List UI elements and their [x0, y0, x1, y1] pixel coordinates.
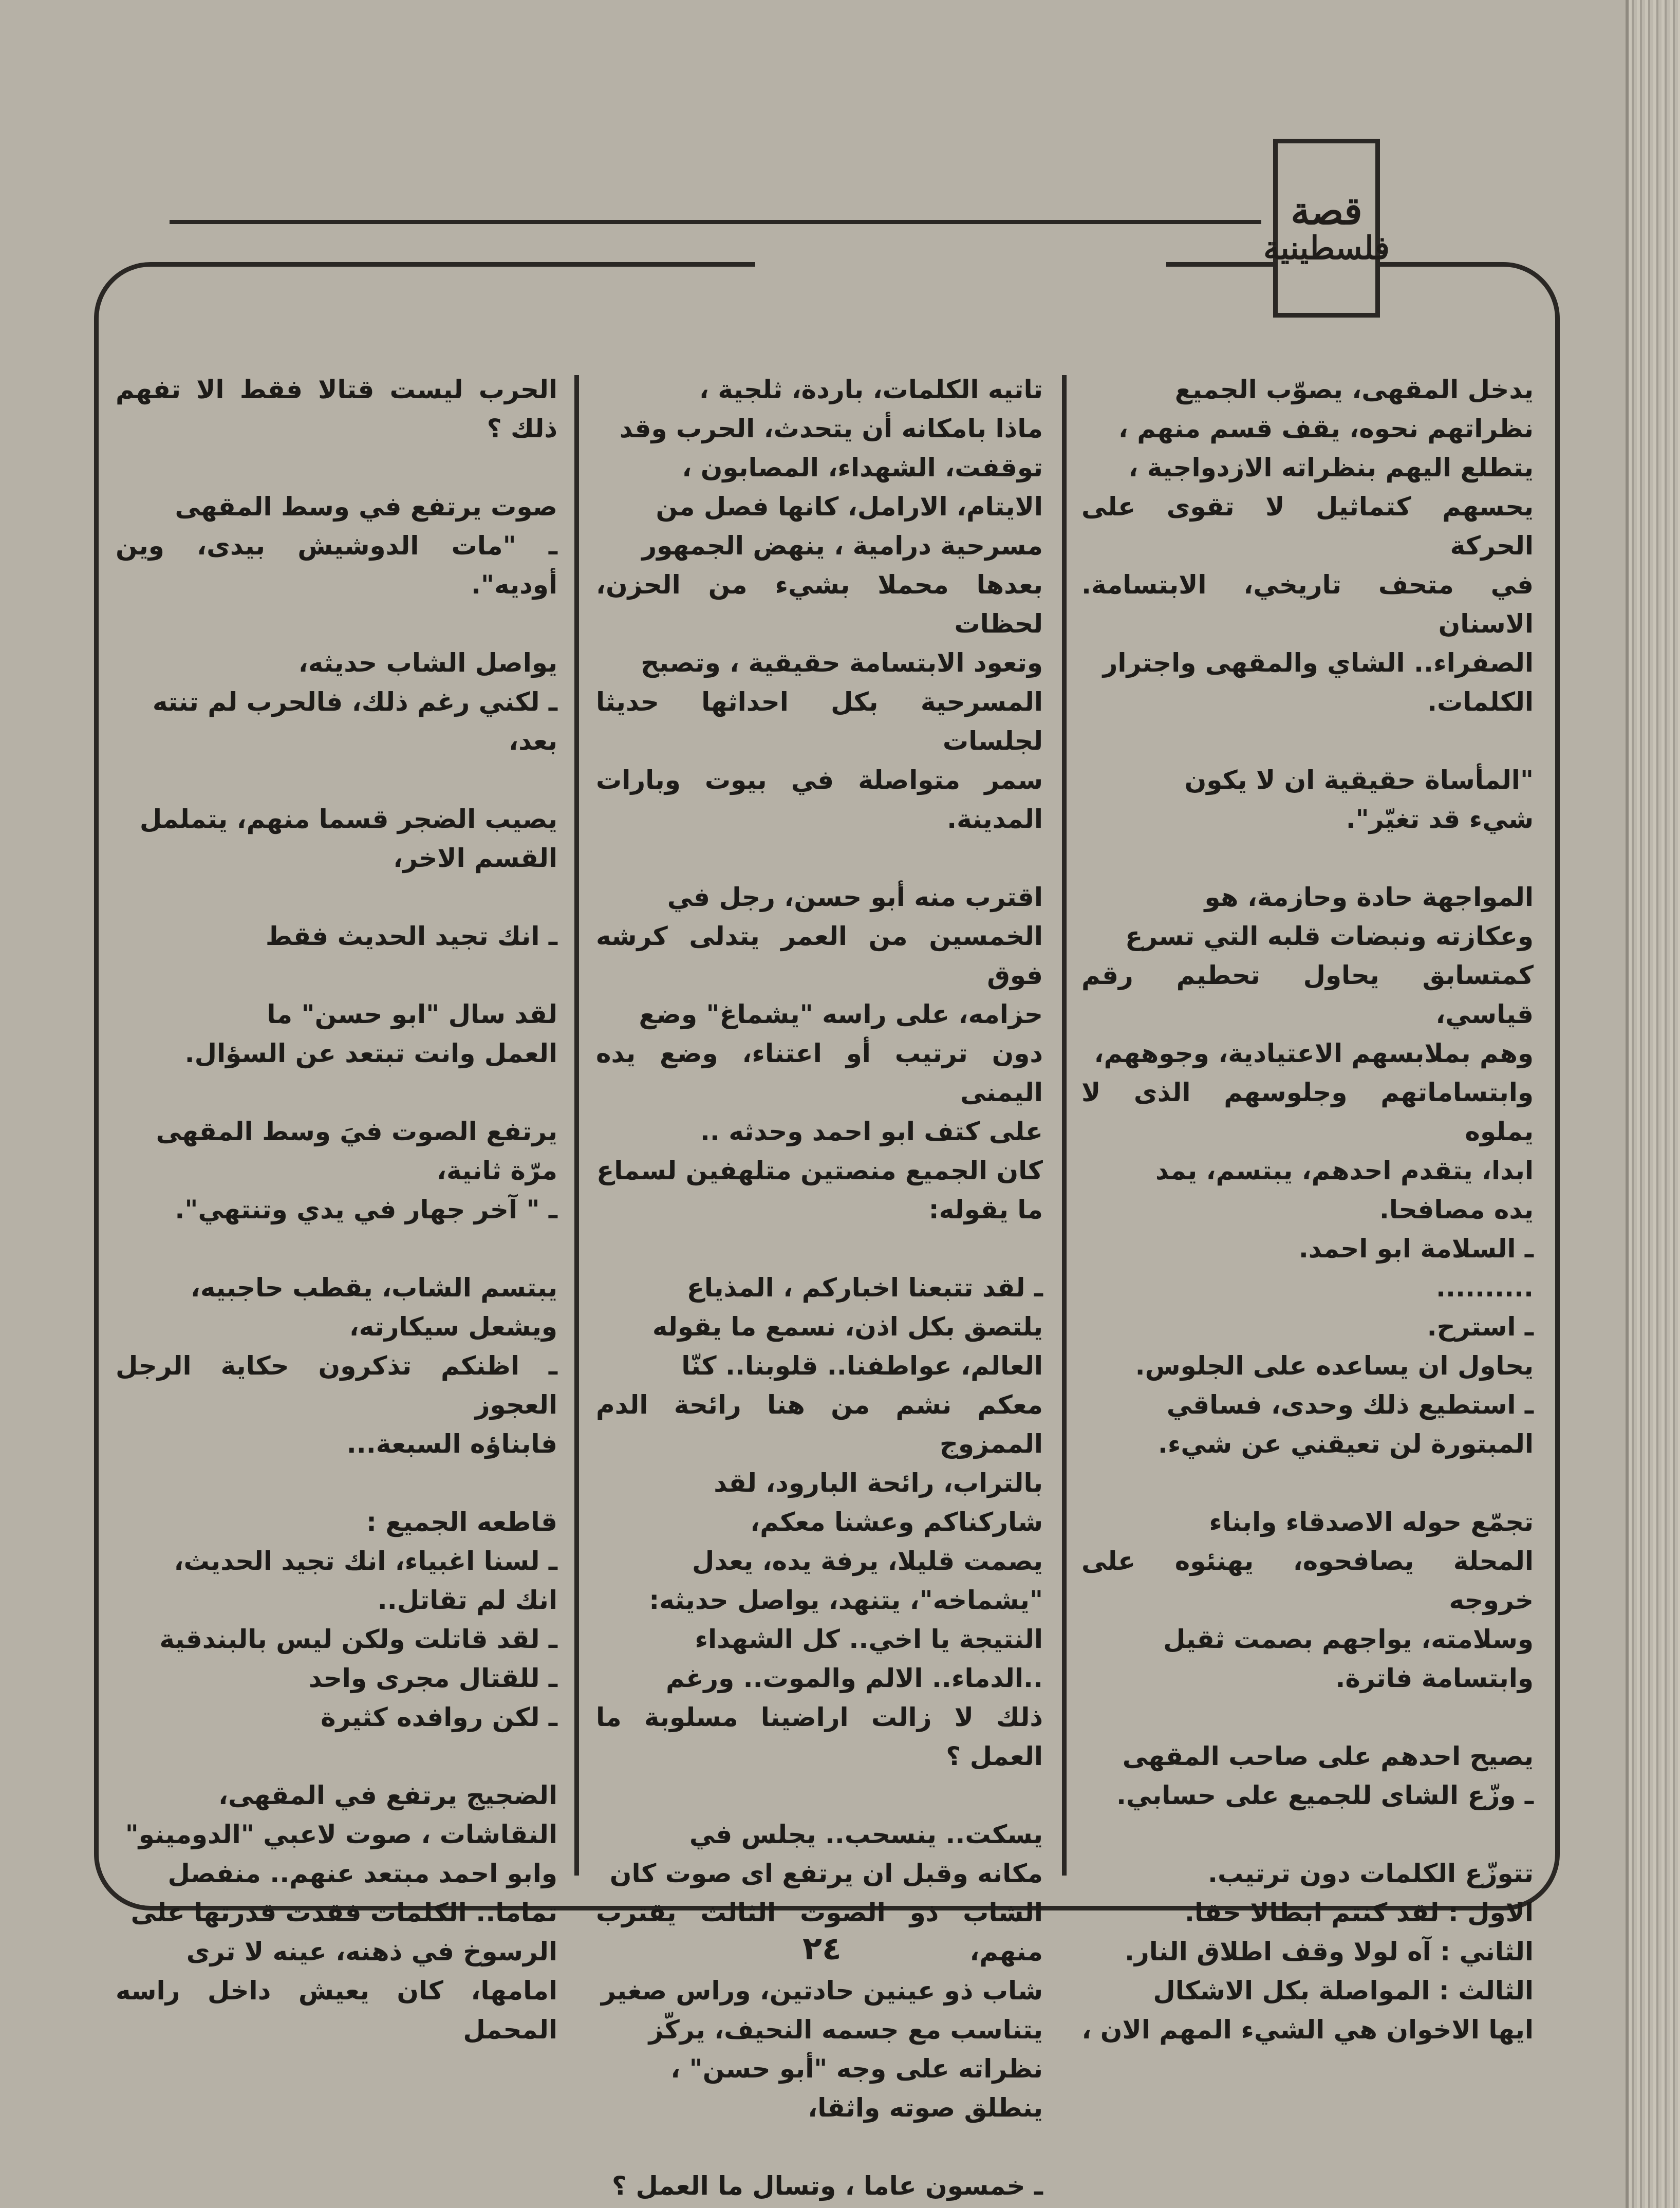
text-line: يدخل المقهى، يصوّب الجميع: [1174, 375, 1534, 404]
text-line: ـ خمسون عاما ، وتسال ما العمل ؟: [612, 2171, 1043, 2201]
logo-line-1: قصة: [1291, 189, 1362, 233]
text-line: يده مصافحا.: [1379, 1195, 1534, 1224]
text-line: معكم نشم من هنا رائحة الدم الممزوج: [596, 1390, 1043, 1459]
text-line: شاركناكم وعشنا معكم،: [750, 1507, 1043, 1537]
paragraph-gap: [1081, 721, 1534, 760]
paragraph-gap: [116, 1737, 557, 1776]
text-line: على كتف ابو احمد وحدثه ..: [700, 1117, 1043, 1146]
text-line: ـ استرح.: [1427, 1312, 1534, 1342]
text-line: ـ للقتال مجرى واحد: [308, 1663, 557, 1693]
text-line: تتوزّع الكلمات دون ترتيب.: [1207, 1859, 1534, 1888]
logo-line-2: فلسطينية: [1263, 229, 1390, 267]
text-line: ـ لسنا اغبياء، انك تجيد الحديث،: [174, 1546, 557, 1576]
text-line: النقاشات ، صوت لاعبي "الدومينو": [125, 1820, 557, 1849]
text-line: ـ وزّع الشاى للجميع على حسابي.: [1116, 1780, 1534, 1810]
paragraph-gap: [596, 1776, 1043, 1815]
page-number: ٢٤: [802, 1929, 842, 1967]
text-line: ..........: [1436, 1273, 1534, 1303]
paragraph-gap: [116, 878, 557, 917]
text-line: وسلامته، يواجهم بصمت ثقيل: [1163, 1624, 1534, 1654]
text-line: الضجيج يرتفع في المقهى،: [218, 1780, 557, 1810]
text-line: وعكازته ونبضات قلبه التي تسرع: [1125, 921, 1534, 951]
text-line: يتطلع اليهم بنظراته الازدواجية ،: [1128, 453, 1534, 483]
paragraph-gap: [116, 956, 557, 995]
page-stack-edge: [1626, 0, 1680, 2208]
paragraph-gap: [596, 2127, 1043, 2166]
text-line: يبتسم الشاب، يقطب حاجبيه،: [190, 1273, 557, 1303]
text-line: تاتيه الكلمات، باردة، ثلجية ،: [699, 375, 1043, 404]
text-line: الرسوخ في ذهنه، عينه لا ترى: [186, 1937, 557, 1966]
text-line: ـ لقد تتبعنا اخباركم ، المذياع: [686, 1273, 1043, 1303]
text-line: ينطلق صوته واثقا،: [808, 2093, 1043, 2123]
text-line: يحسهم كتماثيل لا تقوى على الحركة: [1081, 492, 1534, 561]
text-line: الاول : لقد كنتم ابطالا حقا.: [1184, 1898, 1534, 1927]
paragraph-gap: [596, 1229, 1043, 1268]
text-line: انك لم تقاتل..: [377, 1585, 557, 1615]
text-line: يتناسب مع جسمه النحيف، يركّز: [648, 2015, 1043, 2045]
paragraph-gap: [116, 1463, 557, 1502]
text-line: الايتام، الارامل، كانها فصل من: [656, 492, 1043, 522]
text-line: ويشعل سيكارته،: [349, 1312, 557, 1342]
text-line: المسرحية بكل احداثها حديثا لجلسات: [596, 687, 1043, 756]
text-line: ..الدماء.. الالم والموت.. ورغم: [666, 1663, 1043, 1693]
section-logo: [1263, 139, 1390, 318]
text-line: يواصل الشاب حديثه،: [298, 648, 557, 678]
text-line: ـ انك تجيد الحديث فقط: [265, 921, 557, 951]
text-line: بعدها محملا بشيء من الحزن، لحظات: [596, 570, 1043, 639]
text-line: العالم، عواطفنا.. قلوبنا.. كنّا: [681, 1351, 1043, 1381]
text-line: العمل وانت تبتعد عن السؤال.: [184, 1038, 557, 1068]
text-line: ايها الاخوان هي الشيء المهم الان ،: [1081, 2015, 1534, 2045]
column-divider-right: [1062, 375, 1067, 1876]
text-line: ـ استطيع ذلك وحدى، فساقي: [1166, 1390, 1534, 1420]
text-line: في متحف تاريخي، الابتسامة. الاسنان: [1081, 570, 1534, 639]
text-line: قاطعه الجميع :: [366, 1507, 557, 1537]
text-line: ـ " آخر جهار في يدي وتنتهي".: [175, 1195, 557, 1224]
paragraph-gap: [596, 839, 1043, 878]
text-line: تماما.. الكلمات فقدت قدرتها على: [130, 1898, 557, 1927]
text-line: حزامه، على راسه "يشماغ" وضع: [639, 999, 1043, 1029]
text-line: الشاب ذو الصوت الثالث يقترب منهم،: [596, 1898, 1043, 1966]
paragraph-gap: [1081, 1463, 1534, 1502]
text-line: ابدا، يتقدم احدهم، يبتسم، يمد: [1155, 1156, 1534, 1185]
text-line: يلتصق بكل اذن، نسمع ما يقوله: [652, 1312, 1043, 1342]
text-line: الثالث : المواصلة بكل الاشكال: [1153, 1976, 1534, 2006]
paragraph-gap: [116, 448, 557, 487]
column-right: [1081, 370, 1534, 2049]
text-line: "المأساة حقيقية ان لا يكون: [1184, 765, 1534, 795]
text-line: يصيح احدهم على صاحب المقهى: [1122, 1741, 1534, 1771]
text-line: سمر متواصلة في بيوت وبارات المدينة.: [596, 765, 1043, 834]
text-line: ـ لقد قاتلت ولكن ليس بالبندقية: [159, 1624, 557, 1654]
text-line: يرتفع الصوت فيَ وسط المقهى: [156, 1117, 557, 1146]
text-line: الصفراء.. الشاي والمقهى واجترار: [1103, 648, 1534, 678]
text-line: توقفت، الشهداء، المصابون ،: [682, 453, 1043, 483]
text-line: وتعود الابتسامة حقيقية ، وتصبح: [641, 648, 1043, 678]
text-line: يصمت قليلا، يرفة يده، يعدل: [692, 1546, 1043, 1576]
text-line: صوت يرتفع في وسط المقهى: [175, 492, 557, 522]
text-line: ما يقوله:: [928, 1195, 1043, 1224]
paragraph-gap: [1081, 1815, 1534, 1854]
text-line: نظراتهم نحوه، يقف قسم منهم ،: [1118, 414, 1534, 443]
text-line: لقد سال "ابو حسن" ما: [267, 999, 557, 1029]
text-line: شيء قد تغيّر".: [1346, 804, 1534, 834]
paragraph-gap: [1081, 1698, 1534, 1737]
text-line: مسرحية درامية ، ينهض الجمهور: [642, 531, 1043, 561]
text-line: امامها، كان يعيش داخل راسه المحمل: [116, 1976, 557, 2045]
column-left: [116, 370, 557, 2049]
text-line: المواجهة حادة وحازمة، هو: [1204, 882, 1534, 912]
text-line: فابناؤه السبعة...: [346, 1429, 557, 1459]
text-line: وهم بملابسهم الاعتيادية، وجوههم،: [1094, 1038, 1534, 1068]
text-line: ماذا بامكانه أن يتحدث، الحرب وقد: [619, 414, 1043, 443]
text-line: ـ اظنكم تذكرون حكاية الرجل العجوز: [116, 1351, 557, 1420]
header-rule: [170, 220, 1261, 224]
text-line: ـ لكن روافده كثيرة: [321, 1702, 557, 1732]
text-line: وابتسامة فاترة.: [1335, 1663, 1534, 1693]
text-line: ـ "مات الدوشيش بيدى، وين أوديه".: [116, 531, 557, 600]
text-line: النتيجة يا اخي.. كل الشهداء: [695, 1624, 1043, 1654]
frame-gap: [755, 257, 1166, 272]
text-line: ـ لكني رغم ذلك، فالحرب لم تنته: [152, 687, 557, 717]
text-line: المبتورة لن تعيقني عن شيء.: [1158, 1429, 1534, 1459]
paragraph-gap: [1081, 839, 1534, 878]
paragraph-gap: [116, 760, 557, 800]
text-line: الثاني : آه لولا وقف اطلاق النار.: [1124, 1937, 1534, 1966]
text-line: يسكت.. ينسحب.. يجلس في: [689, 1820, 1043, 1849]
text-line: الحرب ليست قتالا فقط الا تفهم ذلك ؟: [116, 375, 557, 443]
text-line: مكانه وقبل ان يرتفع اى صوت كان: [609, 1859, 1043, 1888]
text-line: اقترب منه أبو حسن، رجل في: [667, 882, 1043, 912]
text-line: "يشماخه"، يتنهد، يواصل حديثه:: [649, 1585, 1043, 1615]
text-line: بالتراب، رائحة البارود، لقد: [714, 1468, 1043, 1498]
text-line: يحاول ان يساعده على الجلوس.: [1135, 1351, 1534, 1381]
text-line: ذلك لا زالت اراضينا مسلوبة ما العمل ؟: [596, 1702, 1043, 1771]
text-line: يصيب الضجر قسما منهم، يتململ: [139, 804, 557, 834]
text-line: مرّة ثانية،: [436, 1156, 557, 1185]
paragraph-gap: [116, 1073, 557, 1112]
paragraph-gap: [116, 1229, 557, 1268]
text-line: دون ترتيب أو اعتناء، وضع يده اليمنى: [596, 1038, 1043, 1107]
text-line: شاب ذو عينين حادتين، وراس صغير: [601, 1976, 1043, 2006]
text-line: وابو احمد مبتعد عنهم.. منفصل: [167, 1859, 557, 1888]
text-line: تجمّع حوله الاصدقاء وابناء: [1209, 1507, 1534, 1537]
text-line: كان الجميع منصتين متلهفين لسماع: [596, 1156, 1043, 1185]
text-line: كمتسابق يحاول تحطيم رقم قياسي،: [1081, 960, 1534, 1029]
text-line: نظراته على وجه "أبو حسن" ،: [670, 2054, 1043, 2084]
text-line: ـ السلامة ابو احمد.: [1298, 1234, 1534, 1264]
text-line: المحلة يصافحوه، يهنئوه على خروجه: [1081, 1546, 1534, 1615]
text-line: وابتساماتهم وجلوسهم الذى لا يملوه: [1081, 1078, 1534, 1146]
text-line: بعد،: [509, 726, 557, 756]
text-line: الكلمات.: [1427, 687, 1534, 717]
column-divider-left: [574, 375, 579, 1876]
text-line: الخمسين من العمر يتدلى كرشه فوق: [596, 921, 1043, 990]
text-line: القسم الاخر،: [393, 843, 557, 873]
paragraph-gap: [116, 604, 557, 643]
